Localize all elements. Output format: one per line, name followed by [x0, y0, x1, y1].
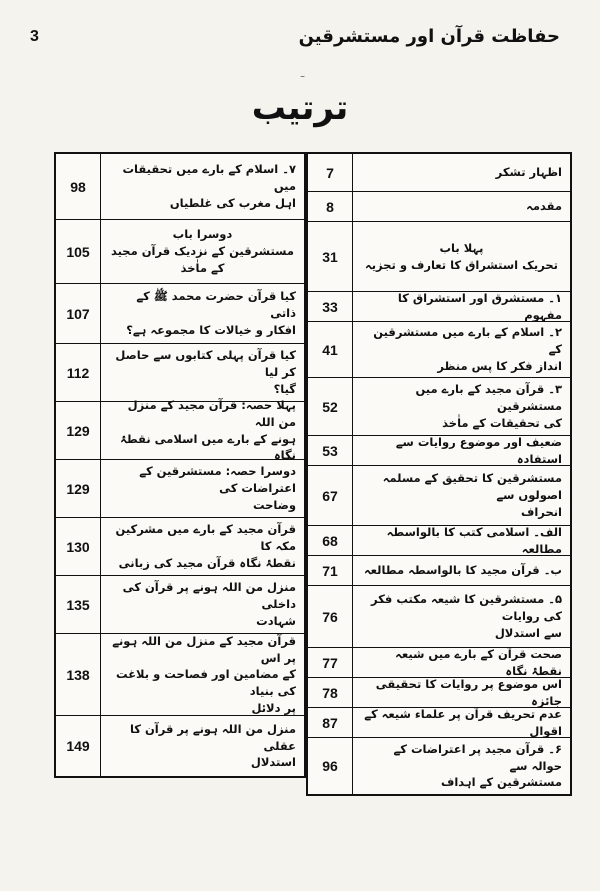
toc-entry-line: منزل من اللہ ہونے پر قرآن کا عقلی	[129, 721, 296, 753]
toc-page-number: 129	[56, 460, 101, 517]
toc-entry-line: منزل من اللہ ہونے پر قرآن کی داخلی	[122, 580, 296, 612]
toc-entry-line: کی تحقیقات کے ماٰخذ	[442, 415, 562, 430]
toc-entry-title	[101, 284, 304, 343]
toc-entry-line: کیا قرآن پہلی کتابوں سے حاصل کر لیا	[115, 348, 296, 380]
toc-entry-line: استدلال	[250, 755, 296, 770]
toc-entry-line: تحریک استشراق کا تعارف و تجزیہ	[365, 257, 558, 272]
toc-entry-line: انحراف	[520, 504, 562, 519]
toc-entry-title	[101, 460, 304, 517]
toc-page-number: 135	[56, 576, 101, 633]
toc-page-number: 52	[308, 378, 353, 435]
toc-entry	[308, 586, 570, 648]
toc-entry	[308, 322, 570, 378]
toc-entry-title	[353, 436, 570, 465]
toc-entry-line: ۵۔ مستشرقین کا شیعہ مکتب فکر کی روایات	[370, 592, 562, 624]
toc-page-number: 77	[308, 648, 353, 677]
toc-page-number: 31	[308, 222, 353, 291]
toc-entry-line: قرآن مجید کے منزل من اللہ ہونے پر اس	[112, 633, 296, 665]
toc-entry	[308, 466, 570, 526]
toc-page-number: 68	[308, 526, 353, 555]
toc-entry-title	[101, 344, 304, 401]
toc-entry-title	[353, 526, 570, 555]
toc-page-number: 67	[308, 466, 353, 525]
toc-entry-line: وضاحت	[252, 497, 296, 512]
toc-page-number: 105	[56, 220, 101, 283]
toc-entry-line: انداز فکر کا پس منظر	[437, 358, 562, 373]
toc-entry	[308, 738, 570, 794]
toc-entry-line: کیا قرآن حضرت محمد ﷺ کے ذاتی	[136, 289, 296, 321]
toc-entry-title	[353, 678, 570, 707]
toc-entry-title	[101, 518, 304, 575]
toc-page-number: 138	[56, 634, 101, 715]
toc-entry	[56, 716, 304, 776]
toc-entry-line: کے مضامین اور فصاحت و بلاغت کی بنیاد	[116, 667, 296, 698]
running-head: حفاظت قرآن اور مستشرقین	[298, 26, 560, 47]
toc-entry-title	[101, 220, 304, 283]
toc-entry-line: پر دلائل	[251, 700, 296, 715]
toc-left-column	[54, 152, 306, 778]
toc-entry	[56, 398, 304, 463]
toc-entry-title	[101, 716, 304, 776]
toc-page-number: 149	[56, 716, 101, 776]
toc-page-number: 76	[308, 586, 353, 647]
toc-page-number: 130	[56, 518, 101, 575]
toc-page-number: 53	[308, 436, 353, 465]
toc-entry-line: ۷۔ اسلام کے بارے میں تحقیقات میں	[122, 162, 296, 194]
toc-entry-title	[353, 378, 570, 435]
toc-entry-line: اظہار تشکر	[495, 165, 562, 180]
toc-entry-title	[101, 154, 304, 219]
toc-entry-line: ۶۔ قرآن مجید پر اعتراضات کے حوالہ سے	[393, 741, 562, 773]
toc-entry-title	[101, 398, 304, 463]
toc-entry	[308, 708, 570, 738]
toc-entry-line: سے استدلال	[494, 625, 562, 640]
toc-entry-line: ۳۔ قرآن مجید کے بارے میں مستشرقین	[415, 382, 562, 414]
toc-entry-line: نقطۂ نگاہ قرآن مجید کی زبانی	[118, 555, 296, 570]
toc-entry	[308, 292, 570, 322]
toc-entry-title	[353, 586, 570, 647]
toc-entry-title	[353, 738, 570, 794]
toc-page-number: 107	[56, 284, 101, 343]
toc-entry	[308, 192, 570, 222]
toc-entry-title	[353, 154, 570, 191]
toc-entry-line: دوسرا باب	[172, 227, 233, 242]
toc-entry-title	[101, 576, 304, 633]
toc-page-number: 33	[308, 292, 353, 321]
toc-entry-line: شہادت	[256, 613, 296, 628]
toc-entry-line: ضعیف اور موضوع روایات سے استفادہ	[395, 434, 562, 466]
toc-entry-line: مستشرقین کا تحقیق کے مسلمہ اصولوں سے	[382, 471, 562, 503]
toc-entry-line: قرآن مجید کے بارے میں مشرکین مکہ کا	[115, 522, 296, 554]
toc-entry-title	[353, 708, 570, 737]
toc-entry-line: مستشرقین کے نزدیک قرآن مجید کے ماٰخذ	[110, 244, 295, 275]
toc-entry	[56, 518, 304, 576]
toc-entry-line: الف۔ اسلامی کتب کا بالواسطہ مطالعہ	[386, 524, 562, 556]
toc-entry-title	[353, 292, 570, 321]
toc-entry	[56, 460, 304, 518]
toc-page-number: 78	[308, 678, 353, 707]
toc-entry	[56, 634, 304, 716]
toc-entry	[308, 556, 570, 586]
toc-page-number: 7	[308, 154, 353, 191]
toc-page-number: 96	[308, 738, 353, 794]
toc-entry-line: اس موضوع پر روایات کا تحقیقی جائزہ	[375, 676, 562, 708]
page-number: 3	[30, 28, 39, 45]
toc-entry-line: افکار و خیالات کا مجموعہ ہے؟	[126, 322, 296, 337]
toc-page-number: 87	[308, 708, 353, 737]
toc-entry-line: عدم تحریف قرآن پر علماء شیعہ کے اقوال	[364, 706, 562, 738]
toc-page-number: 71	[308, 556, 353, 585]
toc-entry-title	[353, 322, 570, 377]
toc-page-number: 98	[56, 154, 101, 219]
toc-entry-line: پہلا حصہ: قرآن مجید کے منزل من اللہ	[127, 398, 296, 429]
toc-title: ترتیب	[251, 88, 349, 128]
toc-entry-line: گیا؟	[273, 381, 296, 396]
toc-entry-line: اہل مغرب کی غلطیاں	[169, 195, 296, 210]
toc-entry-title	[353, 192, 570, 221]
toc-entry-title	[101, 634, 304, 715]
toc-entry	[308, 678, 570, 708]
toc-entry	[308, 648, 570, 678]
toc-entry-title	[353, 556, 570, 585]
toc-entry	[56, 344, 304, 402]
toc-entry-title	[353, 222, 570, 291]
toc-entry	[308, 154, 570, 192]
toc-entry	[308, 378, 570, 436]
toc-entry	[56, 220, 304, 284]
toc-right-column	[306, 152, 572, 796]
toc-entry-line: دوسرا حصہ: مستشرقین کے اعتراضات کی	[139, 464, 296, 496]
toc-entry-line: پہلا باب	[439, 240, 484, 255]
toc-entry	[56, 154, 304, 220]
toc-entry-line: صحت قرآن کے بارے میں شیعہ نقطۂ نگاہ	[395, 646, 562, 678]
toc-entry-line: مقدمہ	[526, 199, 562, 214]
toc-entry-line: ہونے کے بارے میں اسلامی نقطۂ نگاہ	[120, 431, 296, 463]
toc-page-number: 112	[56, 344, 101, 401]
toc-entry-line: ۲۔ اسلام کے بارے میں مستشرقین کے	[373, 325, 562, 357]
toc-entry	[308, 436, 570, 466]
toc-page-number: 129	[56, 402, 101, 459]
toc-entry	[56, 576, 304, 634]
toc-entry-title	[353, 466, 570, 525]
toc-entry-line: ب۔ قرآن مجید کا بالواسطہ مطالعہ	[363, 563, 562, 578]
toc-entry	[308, 526, 570, 556]
toc-entry-title	[353, 648, 570, 677]
toc-entry-line: ۱۔ مستشرق اور استشراق کا مفہوم	[397, 290, 562, 322]
toc-page-number: 8	[308, 192, 353, 221]
toc-entry	[56, 284, 304, 344]
toc-page-number: 41	[308, 322, 353, 377]
toc-entry-line: مستشرقین کے اہداف	[440, 775, 562, 790]
toc-entry	[308, 222, 570, 292]
